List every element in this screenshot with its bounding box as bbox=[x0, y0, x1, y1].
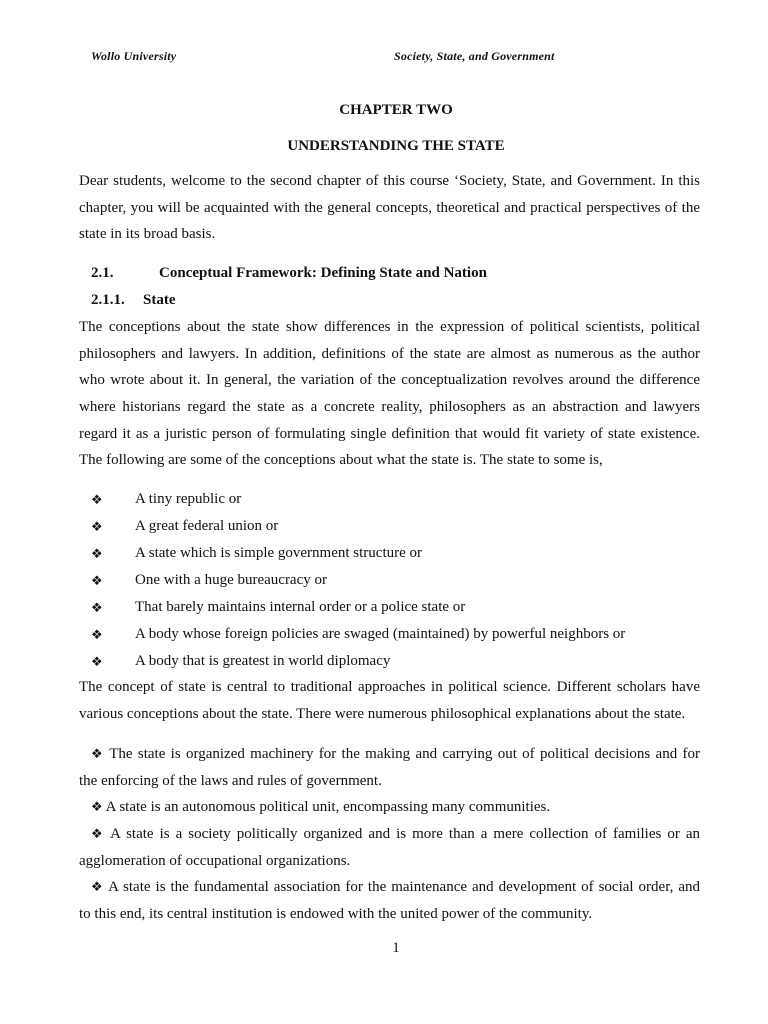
definition-line bbox=[79, 794, 700, 821]
definition-text: A state is a society politically organized and is more than a mere collection of families or an bbox=[110, 826, 700, 842]
concept-line: various conceptions about the state. There were numerous philosophical explanations about the state. bbox=[79, 705, 686, 722]
list-item-text: A tiny republic or bbox=[135, 491, 242, 507]
diamond-bullet-icon: ❖ bbox=[91, 492, 103, 507]
definition-line bbox=[79, 741, 700, 768]
section-2-1-number: 2.1. bbox=[91, 265, 114, 281]
definition-item bbox=[79, 874, 700, 927]
page-number: 1 bbox=[392, 940, 400, 956]
diamond-bullet-icon: ❖ bbox=[91, 546, 103, 561]
section-2-1-1-number: 2.1.1. bbox=[91, 292, 125, 308]
diamond-bullet-icon: ❖ bbox=[91, 654, 103, 669]
state-line: The conceptions about the state show differences in the expression of political scientists, political bbox=[79, 319, 700, 335]
list-item-text: A body whose foreign policies are swaged (maintained) by powerful neighbors or bbox=[135, 626, 626, 642]
diamond-bullet-icon: ❖ bbox=[91, 799, 103, 814]
header-university: Wollo University bbox=[91, 49, 177, 63]
state-line: who wrote about it. In general, the variation of the conceptualization revolves around the difference bbox=[79, 372, 700, 389]
definition-line: agglomeration of occupational organizations. bbox=[79, 852, 351, 869]
diamond-bullet-icon: ❖ bbox=[91, 746, 105, 761]
state-line: where historians regard the state as a concrete reality, philosophers as an abstraction and lawyers bbox=[79, 399, 700, 416]
section-2-1-title: Conceptual Framework: Defining State and Nation bbox=[159, 265, 487, 281]
definition-text: A state is the fundamental association for the maintenance and development of social order, and bbox=[108, 879, 700, 895]
state-line: regard it as a juristic person of formulating single definition that would fit variety of state existence. bbox=[79, 425, 700, 442]
header-course-title: Society, State, and Government bbox=[394, 49, 555, 63]
definition-item bbox=[79, 821, 700, 874]
list-item-text: A body that is greatest in world diplomacy bbox=[135, 653, 391, 669]
intro-line: chapter, you will be acquainted with the general concepts, theoretical and practical perspectives of the bbox=[79, 199, 700, 216]
intro-line: Dear students, welcome to the second chapter of this course ‘Society, State, and Government. In this bbox=[79, 173, 700, 189]
intro-paragraph bbox=[79, 168, 700, 248]
diamond-bullet-icon: ❖ bbox=[91, 573, 103, 588]
concept-paragraph bbox=[79, 674, 700, 727]
diamond-bullet-icon: ❖ bbox=[91, 879, 104, 894]
diamond-bullet-icon: ❖ bbox=[91, 519, 103, 534]
definition-text: A state is an autonomous political unit, encompassing many communities. bbox=[105, 799, 551, 815]
diamond-bullet-icon: ❖ bbox=[91, 826, 105, 841]
list-item-text: One with a huge bureaucracy or bbox=[135, 572, 327, 588]
diamond-bullet-icon: ❖ bbox=[91, 627, 103, 642]
chapter-title: UNDERSTANDING THE STATE bbox=[287, 138, 505, 154]
list-item-text: That barely maintains internal order or a police state or bbox=[135, 599, 466, 615]
intro-line: state in its broad basis. bbox=[79, 226, 216, 243]
list-item-text: A great federal union or bbox=[135, 518, 279, 534]
chapter-number: CHAPTER TWO bbox=[339, 102, 453, 118]
state-paragraph bbox=[79, 314, 700, 474]
definition-item bbox=[79, 741, 700, 794]
concept-line: The concept of state is central to traditional approaches in political science. Different scholars have bbox=[79, 679, 700, 695]
definition-line: to this end, its central institution is endowed with the united power of the community. bbox=[79, 905, 593, 922]
definition-line: the enforcing of the laws and rules of government. bbox=[79, 772, 382, 789]
definition-line bbox=[79, 874, 700, 901]
definition-item bbox=[79, 794, 700, 821]
definition-line bbox=[79, 821, 700, 848]
section-2-1-1-title: State bbox=[143, 292, 176, 308]
state-line: The following are some of the conceptions about what the state is. The state to some is, bbox=[79, 452, 603, 469]
definition-text: The state is organized machinery for the making and carrying out of political decisions and for bbox=[109, 746, 701, 762]
list-item-text: A state which is simple government structure or bbox=[135, 545, 423, 561]
diamond-bullet-icon: ❖ bbox=[91, 600, 103, 615]
state-line: philosophers and lawyers. In addition, definitions of the state are almost as numerous as the author bbox=[79, 345, 700, 362]
